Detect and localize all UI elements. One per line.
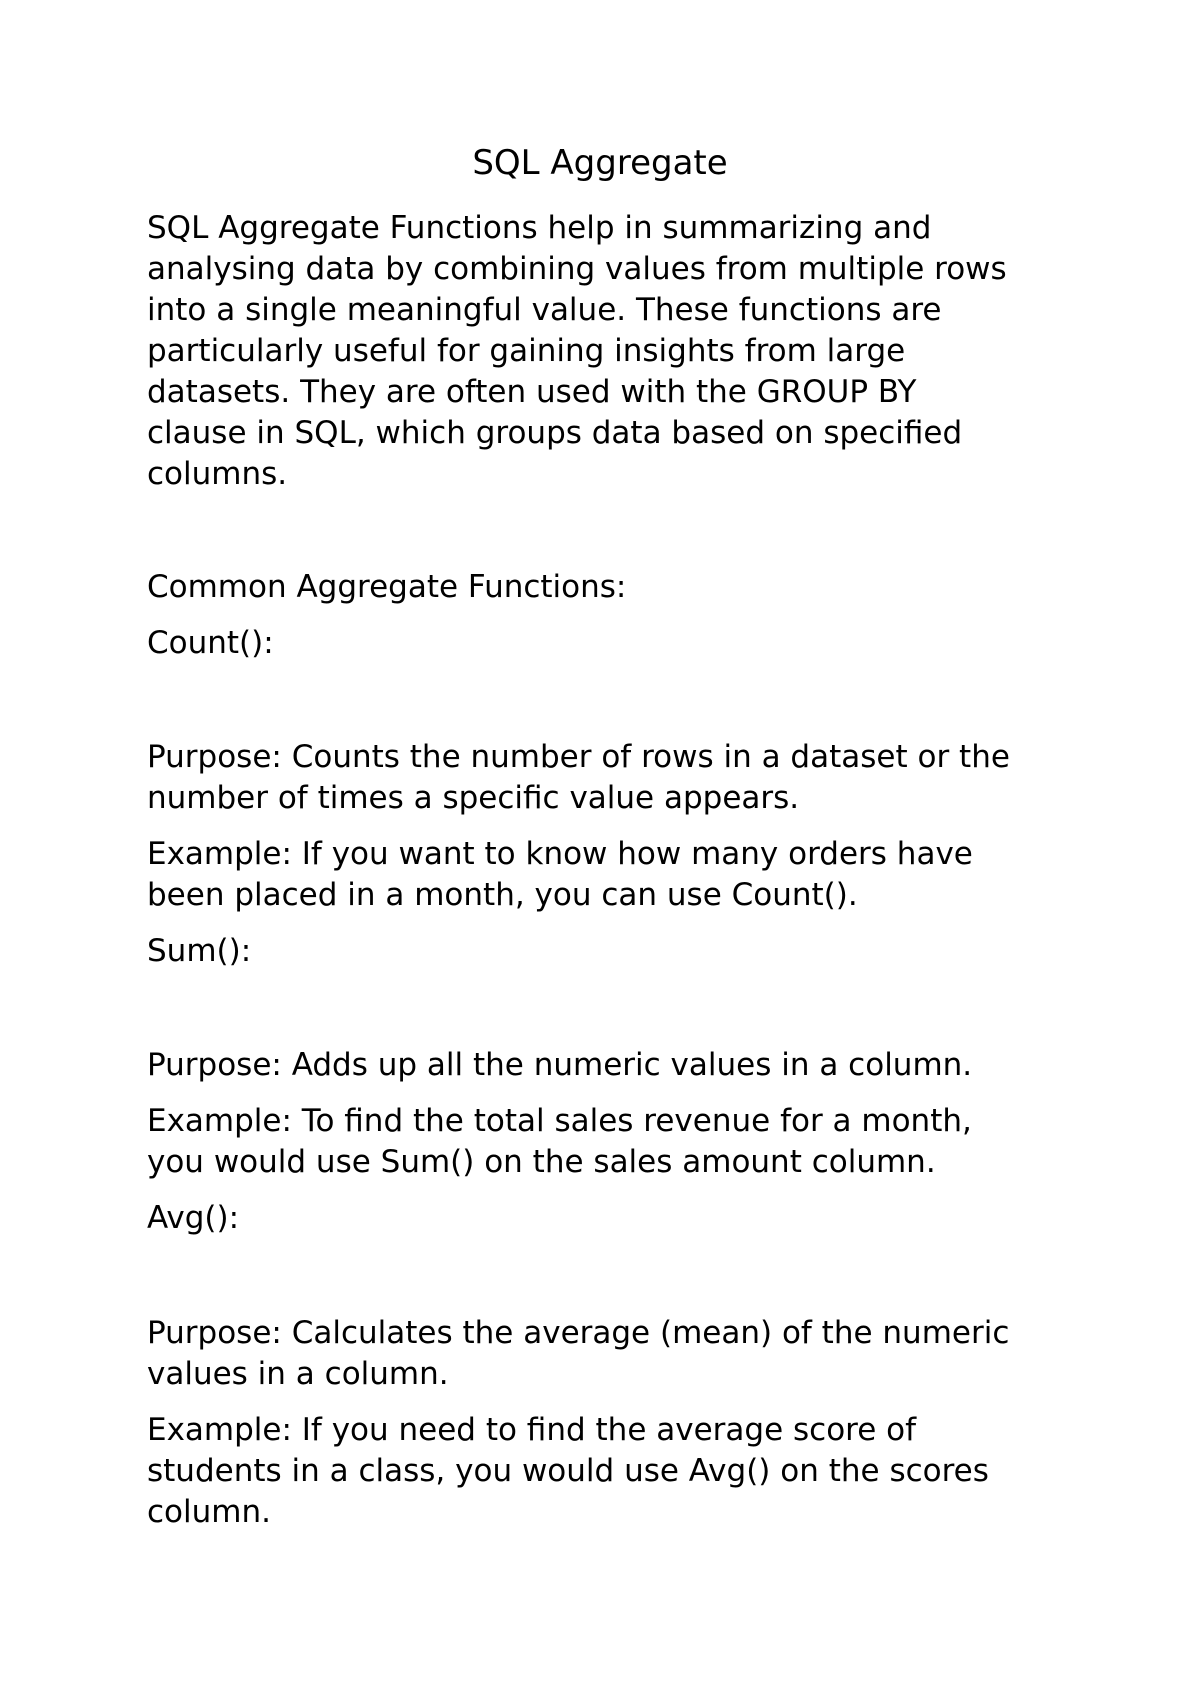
example-line: students in a class, you would use Avg() on the scores <box>147 1453 989 1489</box>
function-purpose-count <box>147 737 1087 819</box>
purpose-line: Purpose: Calculates the average (mean) of the numeric <box>147 1315 1010 1351</box>
example-line: been placed in a month, you can use Count(). <box>147 877 858 913</box>
example-line: you would use Sum() on the sales amount column. <box>147 1144 936 1180</box>
intro-line: datasets. They are often used with the GROUP BY <box>147 374 917 410</box>
function-example-avg <box>147 1410 1087 1533</box>
purpose-line: Purpose: Counts the number of rows in a dataset or the <box>147 739 1010 775</box>
function-purpose-avg <box>147 1313 1087 1395</box>
example-line: Example: If you want to know how many orders have <box>147 836 973 872</box>
function-example-sum <box>147 1101 1087 1183</box>
function-name-avg: Avg(): <box>147 1200 240 1236</box>
function-purpose-sum <box>147 1045 1087 1086</box>
intro-line: particularly useful for gaining insights from large <box>147 333 906 369</box>
section-heading: Common Aggregate Functions: <box>147 569 627 605</box>
document-title: SQL Aggregate <box>472 143 728 183</box>
intro-paragraph <box>147 208 1087 495</box>
example-line: Example: If you need to find the average score of <box>147 1412 917 1448</box>
intro-line: clause in SQL, which groups data based on specified <box>147 415 963 451</box>
example-line: column. <box>147 1494 271 1530</box>
example-line: Example: To find the total sales revenue for a month, <box>147 1103 972 1139</box>
purpose-line: number of times a specific value appears. <box>147 780 800 816</box>
purpose-line: Purpose: Adds up all the numeric values in a column. <box>147 1047 973 1083</box>
function-name-count: Count(): <box>147 625 274 661</box>
function-name-sum: Sum(): <box>147 933 252 969</box>
function-example-count <box>147 834 1087 916</box>
intro-line: columns. <box>147 456 288 492</box>
intro-line: SQL Aggregate Functions help in summarizing and <box>147 210 932 246</box>
intro-line: analysing data by combining values from multiple rows <box>147 251 1007 287</box>
purpose-line: values in a column. <box>147 1356 449 1392</box>
intro-line: into a single meaningful value. These functions are <box>147 292 942 328</box>
